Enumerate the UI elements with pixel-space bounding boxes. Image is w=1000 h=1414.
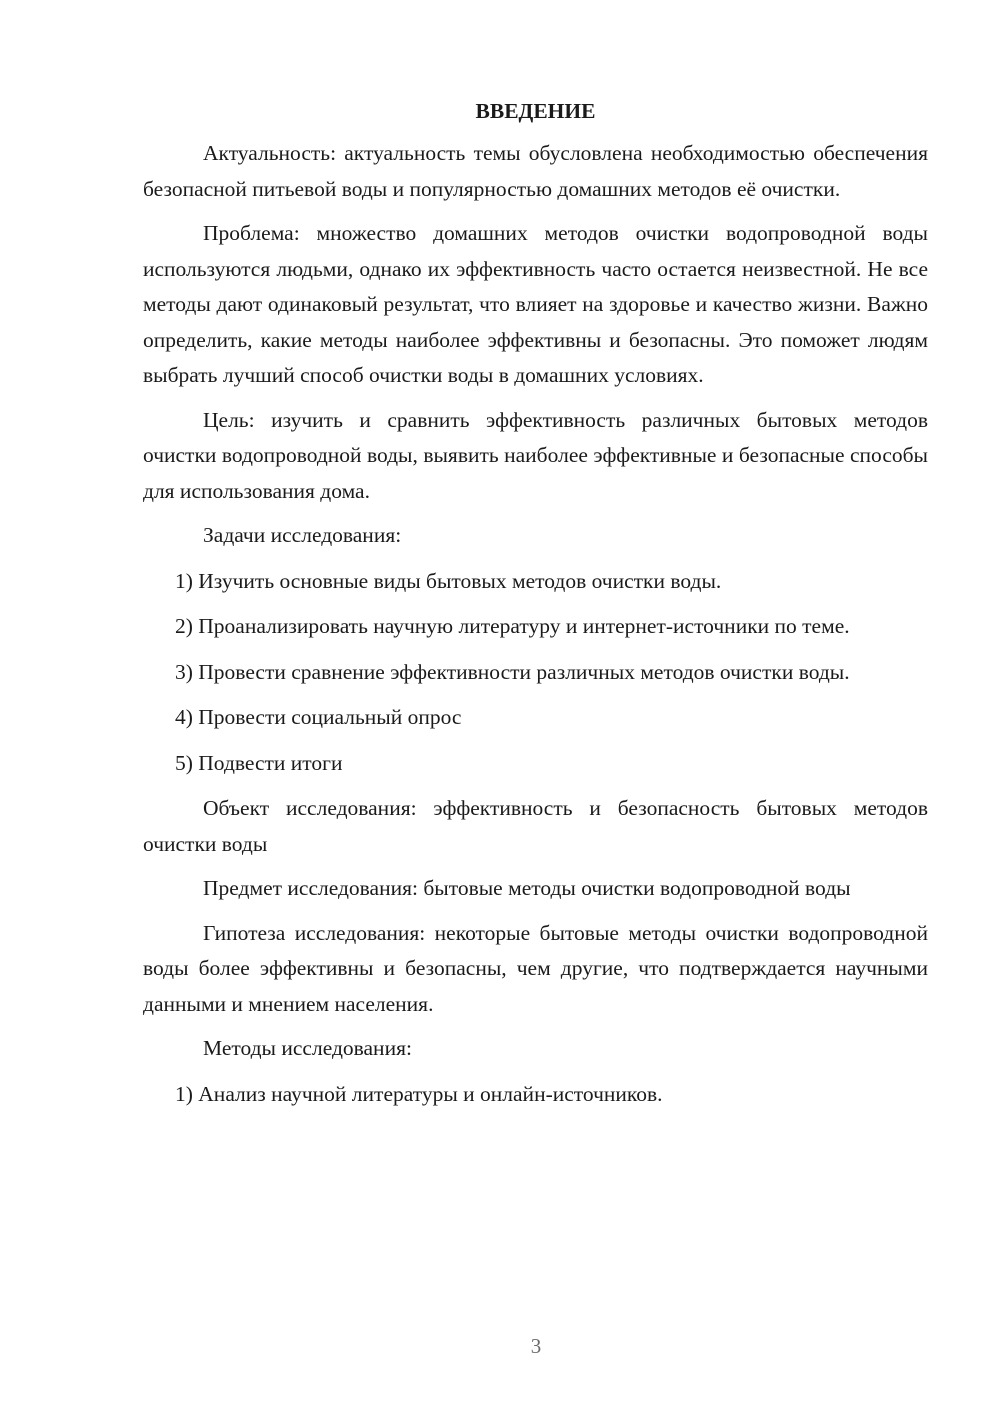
page-title: ВВЕДЕНИЕ xyxy=(475,99,596,123)
task-item-5: 5) Подвести итоги xyxy=(175,750,343,775)
relevance-paragraph: Актуальность: актуальность темы обусловлена необходимостью обеспечения безопасной питьевой воды и популярностью домашних методов её очистки. xyxy=(143,141,928,201)
subject-paragraph: Предмет исследования: бытовые методы очистки водопроводной воды xyxy=(203,876,851,900)
hypothesis-paragraph: Гипотеза исследования: некоторые бытовые методы очистки водопроводной воды более эффективны и безопасны, чем другие, что подтверждается научными данными и мнением населения. xyxy=(143,920,928,1016)
page-number: 3 xyxy=(530,1334,542,1358)
task-item-1: 1) Изучить основные виды бытовых методов очистки воды. xyxy=(175,568,722,593)
goal-paragraph: Цель: изучить и сравнить эффективность различных бытовых методов очистки водопроводной воды, выявить наиболее эффективные и безопасные способы для использования дома. xyxy=(143,407,928,503)
tasks-heading: Задачи исследования: xyxy=(203,523,402,547)
problem-paragraph: Проблема: множество домашних методов очистки водопроводной воды используются людьми, однако их эффективность часто остается неизвестной. Не все методы дают одинаковый результат, что влияет на здоровье и качество жизни. Важно определить, какие методы наиболее эффективны и безопасны. Это поможет людям выбрать лучший способ очистки воды в домашних условиях. xyxy=(143,221,928,387)
task-item-3: 3) Провести сравнение эффективности различных методов очистки воды. xyxy=(175,659,850,684)
object-paragraph: Объект исследования: эффективность и безопасность бытовых методов очистки воды xyxy=(143,796,928,856)
task-item-4: 4) Провести социальный опрос xyxy=(175,705,462,729)
methods-heading: Методы исследования: xyxy=(203,1036,412,1060)
task-item-2: 2) Проанализировать научную литературу и интернет-источники по теме. xyxy=(175,614,850,638)
method-item-1: 1) Анализ научной литературы и онлайн-источников. xyxy=(175,1081,663,1106)
page-content xyxy=(143,96,928,1122)
